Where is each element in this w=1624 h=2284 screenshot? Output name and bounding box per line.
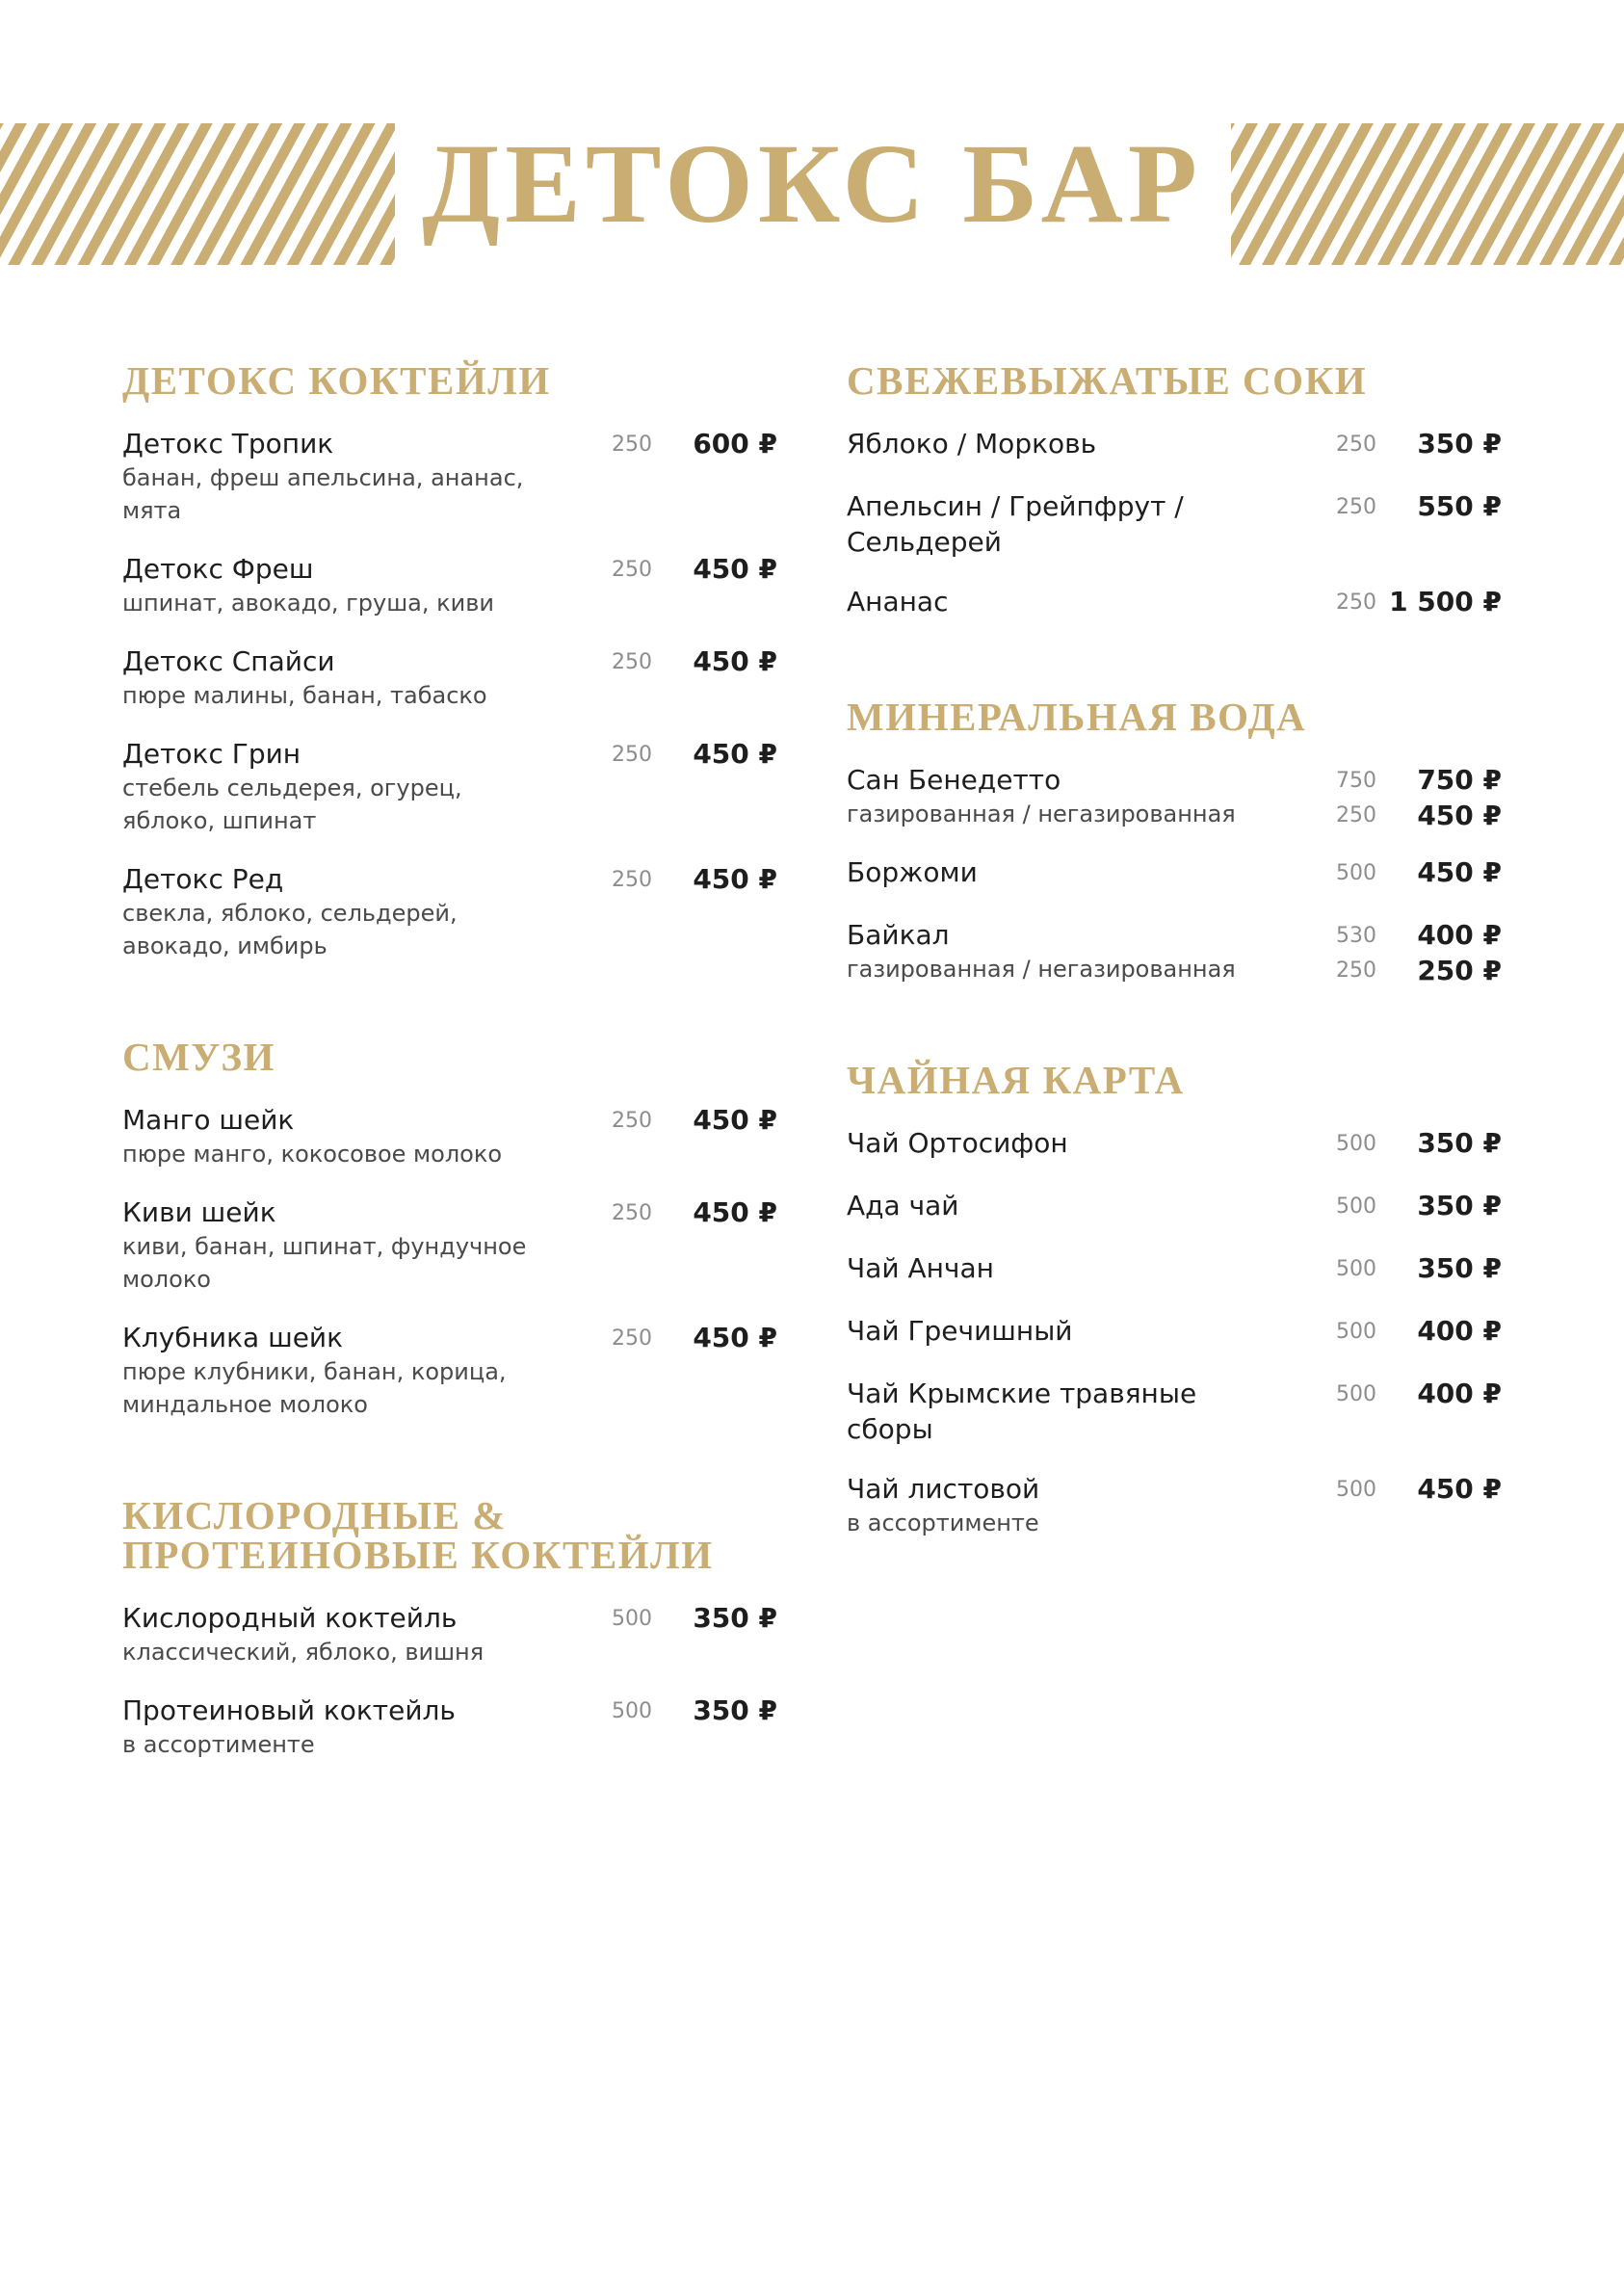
item-price: 450 ₽: [1417, 800, 1502, 831]
item-volume: 500: [1336, 861, 1376, 885]
item-description: шпинат, авокадо, груша, киви: [122, 590, 494, 617]
item-price: 450 ₽: [693, 863, 777, 895]
menu-item: [847, 1376, 1502, 1447]
item-prices: [1381, 1313, 1502, 1349]
item-price: 450 ₽: [693, 553, 777, 585]
item-name: Клубника шейк: [122, 1322, 344, 1353]
item-prices: [1381, 584, 1502, 619]
item-name: Детокс Ред: [122, 863, 284, 895]
item-volume: 250: [1336, 591, 1376, 615]
item-prices: [657, 426, 777, 461]
item-price: 450 ₽: [1417, 1473, 1502, 1505]
item-prices: [1381, 1188, 1502, 1223]
item-prices: [1381, 1471, 1502, 1507]
item-volumes: [1299, 428, 1376, 462]
menu-item: [122, 1102, 777, 1170]
menu-section: [847, 1058, 1502, 1539]
item-prices: [1381, 488, 1502, 524]
menu-item: [847, 1471, 1502, 1539]
item-volume: 250: [1336, 495, 1376, 519]
menu-item: [847, 488, 1502, 560]
item-volume: 250: [612, 1326, 652, 1351]
item-price: 400 ₽: [1417, 1315, 1502, 1347]
menu-item: [847, 426, 1502, 464]
item-name: Яблоко / Морковь: [847, 428, 1097, 459]
item-prices: [657, 736, 777, 772]
menu-item: [122, 1600, 777, 1668]
menu-item: [122, 426, 777, 527]
item-volume: 250: [612, 650, 652, 674]
item-volume: 250: [1336, 803, 1376, 827]
right-column: [847, 358, 1502, 1615]
item-name: Чай Гречишный: [847, 1315, 1073, 1347]
item-volumes: [1299, 1127, 1376, 1162]
item-volumes: [1299, 1315, 1376, 1350]
item-price: 450 ₽: [693, 1322, 777, 1353]
item-name: Манго шейк: [122, 1104, 295, 1136]
item-description: в ассортименте: [847, 1510, 1039, 1536]
item-prices: [657, 1102, 777, 1138]
item-prices: [657, 1195, 777, 1230]
item-description: в ассортименте: [122, 1731, 315, 1758]
menu-item: [847, 854, 1502, 893]
menu-item: [122, 1693, 777, 1761]
item-name: Детокс Фреш: [122, 553, 314, 585]
item-name: Протеиновый коктейль: [122, 1694, 456, 1726]
item-volumes: [575, 1694, 652, 1729]
item-price: 450 ₽: [693, 1196, 777, 1228]
item-prices: [657, 551, 777, 587]
item-prices: [1381, 1376, 1502, 1411]
item-description: пюре клубники, банан, корица, миндальное молоко: [122, 1358, 507, 1418]
item-name: Байкал: [847, 919, 950, 951]
item-volumes: [1299, 764, 1376, 833]
item-price: 350 ₽: [1417, 1252, 1502, 1284]
item-volumes: [575, 1104, 652, 1139]
item-name: Чай Крымские травяные сборы: [847, 1378, 1197, 1445]
item-price: 550 ₽: [1417, 490, 1502, 522]
item-volumes: [1299, 1252, 1376, 1287]
item-price: 350 ₽: [1417, 1190, 1502, 1221]
item-volume: 250: [1336, 958, 1376, 983]
item-volumes: [1299, 856, 1376, 891]
item-volumes: [575, 645, 652, 680]
item-volume: 500: [1336, 1195, 1376, 1219]
item-description: пюре манго, кокосовое молоко: [122, 1141, 503, 1168]
item-volume: 500: [1336, 1320, 1376, 1344]
item-volumes: [575, 863, 652, 898]
item-volumes: [575, 553, 652, 588]
item-description: киви, банан, шпинат, фундучное молоко: [122, 1233, 527, 1293]
menu-item: [122, 861, 777, 962]
item-name: Ада чай: [847, 1190, 959, 1221]
item-price: 600 ₽: [693, 428, 777, 459]
item-prices: [1381, 1125, 1502, 1161]
item-price: 450 ₽: [1417, 856, 1502, 888]
item-name: Детокс Тропик: [122, 428, 334, 459]
item-volume: 500: [1336, 1257, 1376, 1281]
item-name: Чай листовой: [847, 1473, 1040, 1505]
menu-item: [122, 643, 777, 712]
item-name: Боржоми: [847, 856, 978, 888]
item-price: 1 500 ₽: [1389, 586, 1502, 617]
item-price: 250 ₽: [1417, 955, 1502, 986]
menu-item: [847, 762, 1502, 830]
item-volume: 250: [612, 1201, 652, 1225]
item-volumes: [575, 1322, 652, 1356]
menu-item: [847, 1125, 1502, 1164]
item-prices: [657, 1320, 777, 1355]
menu-title: ДЕТОКС БАР: [422, 120, 1202, 247]
item-description: пюре малины, банан, табаско: [122, 682, 487, 709]
item-price: 350 ₽: [1417, 1127, 1502, 1159]
item-volumes: [575, 1196, 652, 1231]
item-volumes: [1299, 1473, 1376, 1508]
menu-section: [847, 358, 1502, 622]
item-price: 450 ₽: [693, 738, 777, 770]
item-price: 350 ₽: [693, 1694, 777, 1726]
menu-item: [122, 1195, 777, 1296]
menu-item: [847, 917, 1502, 985]
item-prices: [657, 1600, 777, 1636]
section-title: ДЕТОКС КОКТЕЙЛИ: [122, 358, 551, 403]
item-volumes: [1299, 490, 1376, 525]
item-name: Чай Анчан: [847, 1252, 994, 1284]
menu-item: [847, 1188, 1502, 1226]
menu-item: [847, 584, 1502, 622]
item-volumes: [1299, 1378, 1376, 1412]
item-volumes: [575, 738, 652, 773]
item-volume: 500: [1336, 1382, 1376, 1406]
item-prices: [1381, 917, 1502, 988]
item-volume: 500: [612, 1607, 652, 1631]
item-name: Детокс Спайси: [122, 645, 335, 677]
item-prices: [657, 861, 777, 897]
item-price: 350 ₽: [1417, 428, 1502, 459]
item-name: Киви шейк: [122, 1196, 276, 1228]
item-price: 350 ₽: [693, 1602, 777, 1634]
item-volumes: [1299, 1190, 1376, 1224]
section-title: СМУЗИ: [122, 1035, 275, 1079]
item-volume: 250: [612, 433, 652, 457]
item-price: 450 ₽: [693, 645, 777, 677]
item-prices: [1381, 1250, 1502, 1286]
item-description: стебель сельдерея, огурец, яблоко, шпинат: [122, 774, 462, 834]
section-title: ЧАЙНАЯ КАРТА: [847, 1058, 1185, 1102]
item-price: 400 ₽: [1417, 919, 1502, 951]
menu-item: [847, 1250, 1502, 1289]
item-prices: [1381, 762, 1502, 833]
item-price: 400 ₽: [1417, 1378, 1502, 1409]
item-volumes: [1299, 919, 1376, 988]
item-description: свекла, яблоко, сельдерей, авокадо, имбирь: [122, 900, 458, 959]
item-price: 450 ₽: [693, 1104, 777, 1136]
item-volumes: [575, 1602, 652, 1637]
item-volume: 500: [1336, 1132, 1376, 1156]
item-prices: [1381, 426, 1502, 461]
section-title: КИСЛОРОДНЫЕ & ПРОТЕИНОВЫЕ КОКТЕЙЛИ: [122, 1493, 714, 1577]
item-volumes: [1299, 586, 1376, 620]
section-title: МИНЕРАЛЬНАЯ ВОДА: [847, 695, 1307, 739]
item-description: банан, фреш апельсина, ананас, мята: [122, 464, 524, 524]
item-name: Детокс Грин: [122, 738, 301, 770]
menu-item: [847, 1313, 1502, 1352]
item-name: Ананас: [847, 586, 949, 617]
item-volume: 500: [612, 1699, 652, 1723]
item-name: Кислородный коктейль: [122, 1602, 458, 1634]
item-description: газированная / негазированная: [847, 956, 1236, 983]
item-prices: [657, 1693, 777, 1728]
menu-section: [122, 358, 777, 962]
item-prices: [1381, 854, 1502, 890]
item-volume: 750: [1336, 769, 1376, 793]
menu-item: [122, 1320, 777, 1421]
item-name: Чай Ортосифон: [847, 1127, 1068, 1159]
menu-section: [847, 697, 1502, 985]
item-volume: 250: [612, 868, 652, 892]
item-description: газированная / негазированная: [847, 801, 1236, 827]
item-name: Апельсин / Грейпфрут / Сельдерей: [847, 490, 1184, 558]
item-prices: [657, 643, 777, 679]
item-name: Сан Бенедетто: [847, 764, 1061, 796]
item-volume: 250: [612, 743, 652, 767]
item-volume: 250: [612, 1109, 652, 1133]
left-column: [122, 358, 777, 1836]
item-volumes: [575, 428, 652, 462]
item-volume: 250: [1336, 433, 1376, 457]
section-title: СВЕЖЕВЫЖАТЫЕ СОКИ: [847, 358, 1368, 403]
item-volume: 250: [612, 558, 652, 582]
menu-section: [122, 1493, 777, 1761]
item-description: классический, яблоко, вишня: [122, 1639, 485, 1666]
menu-section: [122, 1037, 777, 1421]
item-volume: 500: [1336, 1478, 1376, 1502]
item-price: 750 ₽: [1417, 764, 1502, 796]
item-volume: 530: [1336, 924, 1376, 948]
menu-item: [122, 736, 777, 837]
menu-item: [122, 551, 777, 619]
